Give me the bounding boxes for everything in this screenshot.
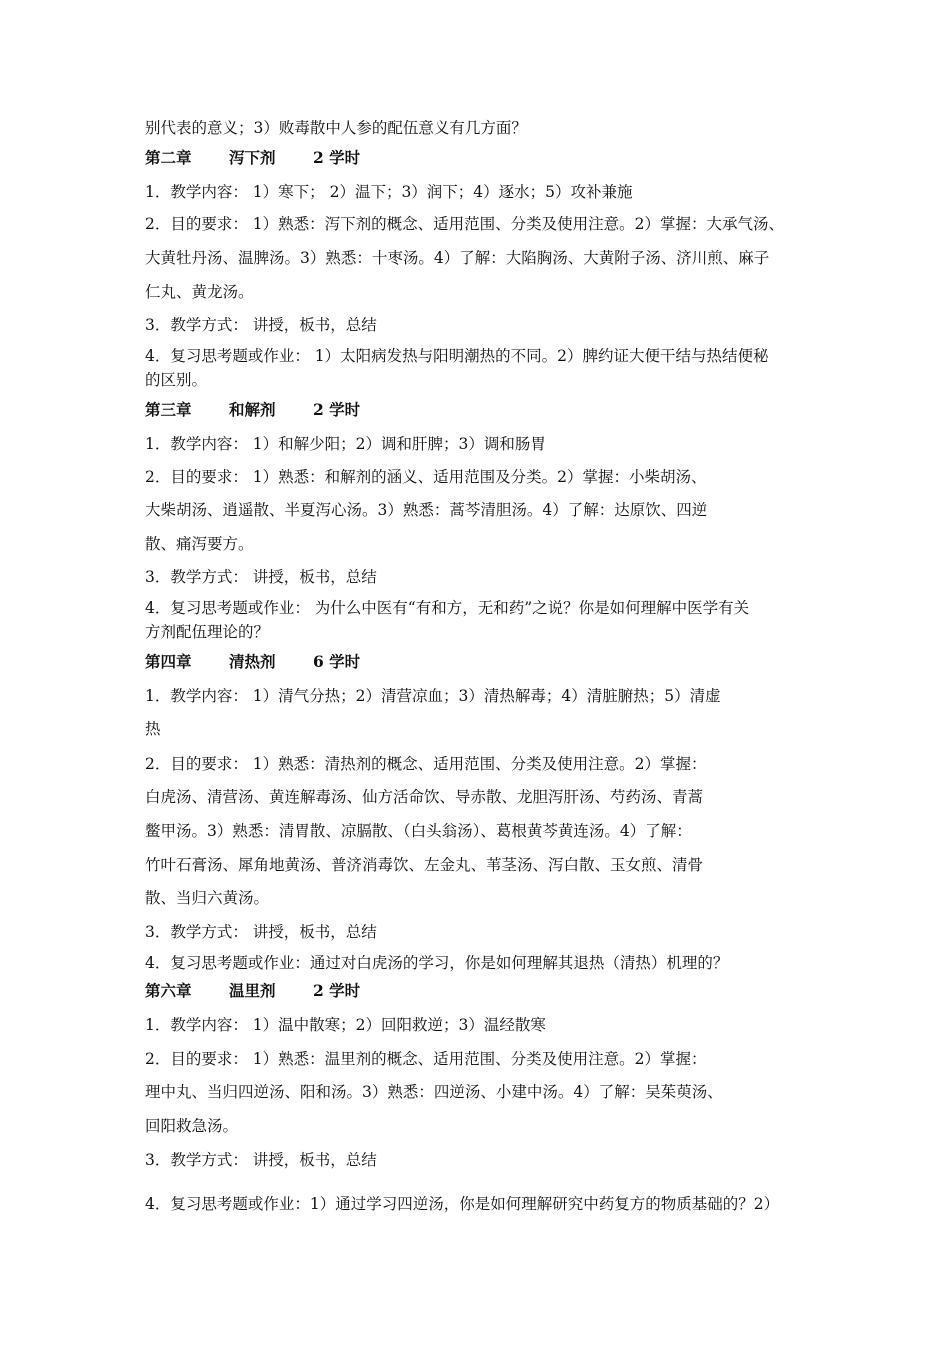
chapter-title: 温里剂 <box>229 981 276 1000</box>
chapter-number: 第二章 <box>145 148 192 167</box>
chapter-heading <box>145 981 825 1001</box>
chapter-hours: 2 学时 <box>313 981 361 1000</box>
chapter-number: 第三章 <box>145 400 192 419</box>
text-line: 4．复习思考题或作业： 为什么中医有“有和方，无和药”之说？你是如何理解中医学有关 <box>145 599 750 617</box>
chapter-heading <box>145 400 825 420</box>
text-line: 3．教学方式： 讲授，板书，总结 <box>145 923 377 941</box>
text-line: 的区别。 <box>145 371 208 389</box>
chapter-hours: 6 学时 <box>313 652 361 671</box>
text-line: 1．教学内容： 1）温中散寒；2）回阳救逆；3）温经散寒 <box>145 1016 546 1034</box>
text-line: 4．复习思考题或作业：通过对白虎汤的学习，你是如何理解其退热（清热）机理的？ <box>145 954 729 972</box>
text-line: 白虎汤、清营汤、黄连解毒汤、仙方活命饮、导赤散、龙胆泻肝汤、芍药汤、青蒿 <box>145 788 704 806</box>
text-line: 2．目的要求： 1）熟悉：温里剂的概念、适用范围、分类及使用注意。2）掌握： <box>145 1050 707 1068</box>
text-line: 3．教学方式： 讲授，板书，总结 <box>145 1151 377 1169</box>
text-line: 散、痛泻要方。 <box>145 535 254 553</box>
text-line: 大黄牡丹汤、温脾汤。3）熟悉：十枣汤。4）了解：大陷胸汤、大黄附子汤、济川煎、麻子 <box>145 249 770 267</box>
text-line: 散、当归六黄汤。 <box>145 889 270 907</box>
chapter-hours: 2 学时 <box>313 148 361 167</box>
text-line: 大柴胡汤、逍遥散、半夏泻心汤。3）熟悉：蒿芩清胆汤。4）了解：达原饮、四逆 <box>145 501 708 519</box>
chapter-heading <box>145 652 825 672</box>
chapter-title: 泻下剂 <box>229 148 276 167</box>
text-line: 热 <box>145 720 161 738</box>
text-line: 回阳救急汤。 <box>145 1117 239 1135</box>
text-line: 1．教学内容： 1）和解少阳；2）调和肝脾；3）调和肠胃 <box>145 435 546 453</box>
text-line: 仁丸、黄龙汤。 <box>145 283 254 301</box>
text-line: 2．目的要求： 1）熟悉：泻下剂的概念、适用范围、分类及使用注意。2）掌握：大承气汤、 <box>145 215 785 233</box>
text-line: 1．教学内容： 1）清气分热；2）清营凉血；3）清热解毒；4）清脏腑热；5）清虚 <box>145 687 721 705</box>
text-line: 2．目的要求： 1）熟悉：和解剂的涵义、适用范围及分类。2）掌握：小柴胡汤、 <box>145 468 707 486</box>
text-line: 3．教学方式： 讲授，板书，总结 <box>145 316 377 334</box>
text-line: 理中丸、当归四逆汤、阳和汤。3）熟悉：四逆汤、小建中汤。4）了解：吴茱萸汤、 <box>145 1083 723 1101</box>
chapter-title: 和解剂 <box>229 400 276 419</box>
text-line: 3．教学方式： 讲授，板书，总结 <box>145 568 377 586</box>
chapter-number: 第四章 <box>145 652 192 671</box>
chapter-title: 清热剂 <box>229 652 276 671</box>
text-line: 鳖甲汤。3）熟悉：清胃散、凉膈散、（白头翁汤）、葛根黄芩黄连汤。4）了解： <box>145 822 692 840</box>
chapter-heading <box>145 148 825 168</box>
text-line: 1．教学内容： 1）寒下； 2）温下；3）润下；4）逐水；5）攻补兼施 <box>145 183 633 201</box>
text-line: 方剂配伍理论的？ <box>145 623 270 641</box>
text-line: 2．目的要求： 1）熟悉：清热剂的概念、适用范围、分类及使用注意。2）掌握： <box>145 755 707 773</box>
text-line: 4．复习思考题或作业：1）通过学习四逆汤，你是如何理解研究中药复方的物质基础的？2） <box>145 1195 780 1213</box>
text-line: 4．复习思考题或作业： 1）太阳病发热与阳明潮热的不同。2）脾约证大便干结与热结便秘 <box>145 347 769 365</box>
text-line: 别代表的意义；3）败毒散中人参的配伍意义有几方面？ <box>145 119 527 137</box>
chapter-number: 第六章 <box>145 981 192 1000</box>
chapter-hours: 2 学时 <box>313 400 361 419</box>
text-line: 竹叶石膏汤、犀角地黄汤、普济消毒饮、左金丸、苇茎汤、泻白散、玉女煎、清骨 <box>145 856 704 874</box>
